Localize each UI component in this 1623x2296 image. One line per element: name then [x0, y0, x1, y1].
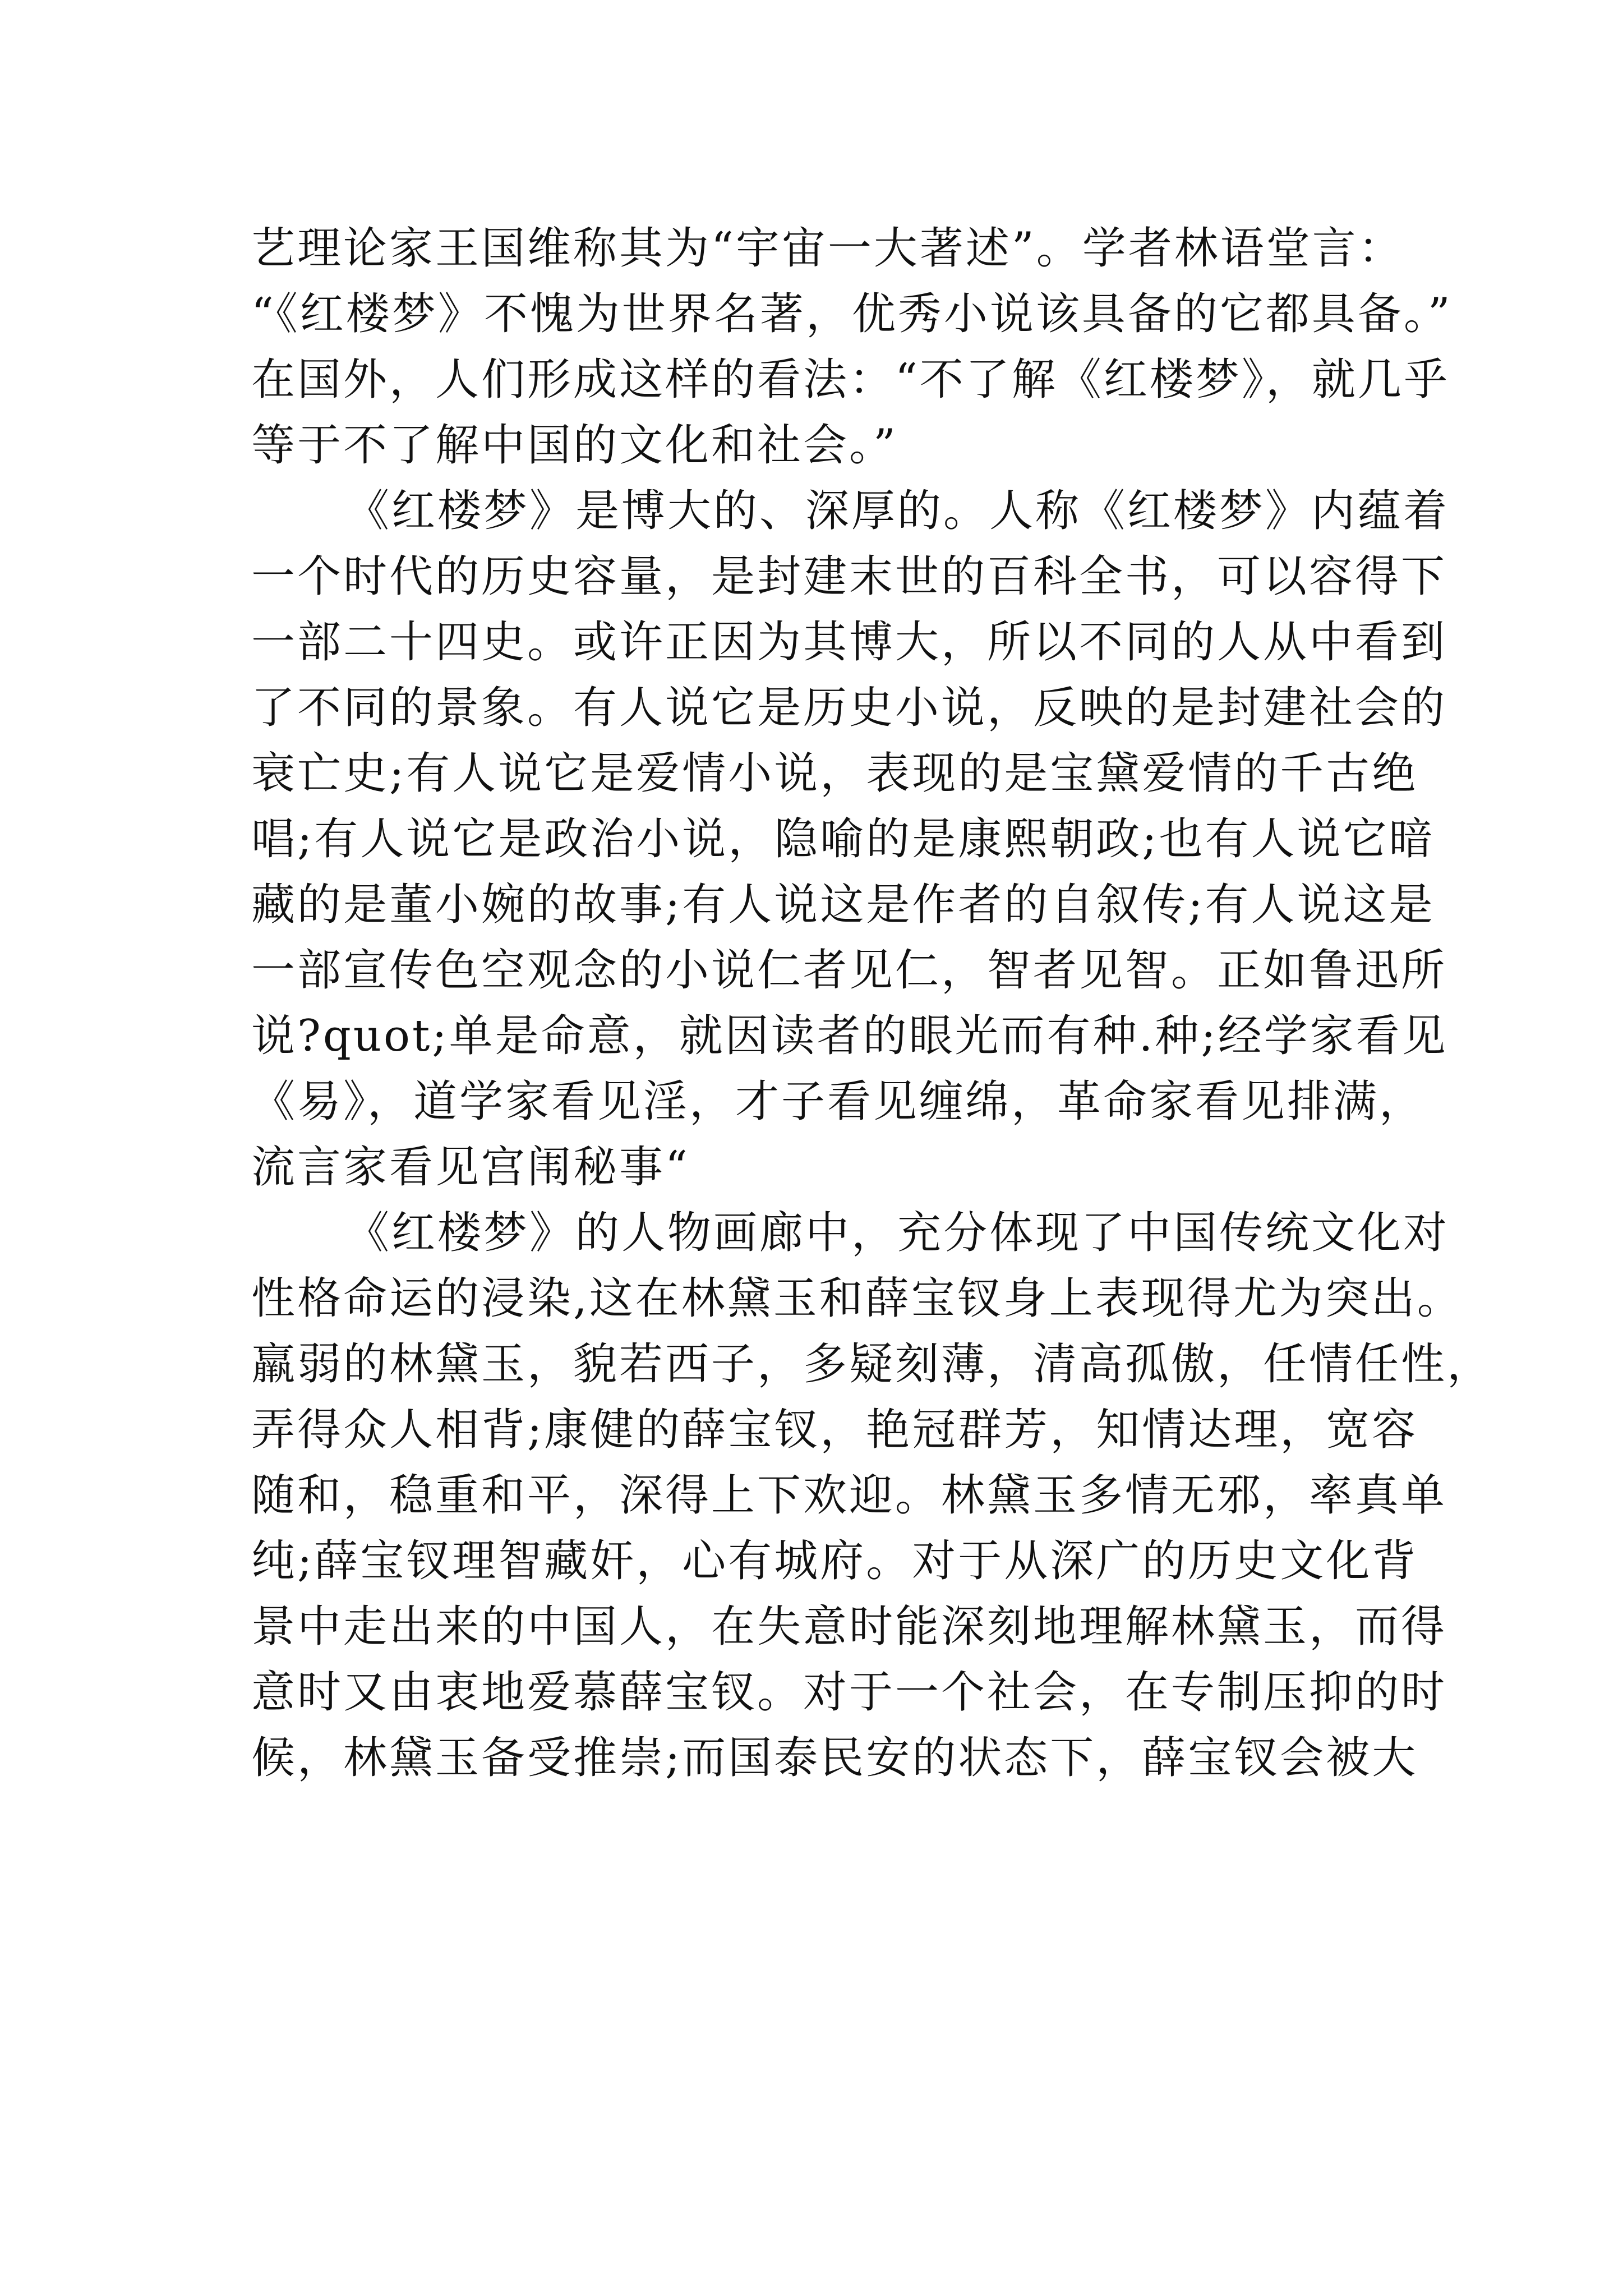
text-line: 说?quot;单是命意，就因读者的眼光而有种.种;经学家看见: [251, 1011, 1448, 1061]
text-line: 在国外，人们形成这样的看法：“不了解《红楼梦》，就几乎: [251, 355, 1450, 405]
text-line: 唱;有人说它是政治小说，隐喻的是康熙朝政;也有人说它暗: [251, 814, 1435, 864]
document-body: [251, 216, 1493, 1791]
paragraph-3: [251, 1200, 1493, 1791]
text-line: 一个时代的历史容量，是封建末世的百科全书，可以容得下: [251, 551, 1447, 602]
text-line: 一部宣传色空观念的小说仁者见仁，智者见智。正如鲁迅所: [251, 945, 1447, 996]
text-line: 纯;薛宝钗理智藏奸，心有城府。对于从深广的历史文化背: [251, 1536, 1418, 1586]
text-line: 候，林黛玉备受推崇;而国泰民安的状态下，薛宝钗会被大: [251, 1733, 1418, 1783]
text-line: 《红楼梦》的人物画廊中，充分体现了中国传统文化对: [345, 1208, 1450, 1258]
text-line: 流言家看见宫闱秘事“: [251, 1142, 690, 1193]
text-line: 《易》，道学家看见淫，才子看见缠绵，革命家看见排满，: [251, 1076, 1426, 1127]
text-line: 藏的是董小婉的故事;有人说这是作者的自叙传;有人说这是: [251, 880, 1435, 930]
text-line: 随和，稳重和平，深得上下欢迎。林黛玉多情无邪，率真单: [251, 1470, 1447, 1521]
text-line: 衰亡史;有人说它是爱情小说，表现的是宝黛爱情的千古绝: [251, 748, 1418, 799]
text-line: 等于不了解中国的文化和社会。”: [251, 420, 898, 471]
text-line: 了不同的景象。有人说它是历史小说，反映的是封建社会的: [251, 683, 1447, 733]
text-line: 弄得众人相背;康健的薛宝钗，艳冠群芳，知情达理，宽容: [251, 1405, 1418, 1455]
text-line: 性格命运的浸染,这在林黛玉和薛宝钗身上表现得尤为突出。: [251, 1273, 1463, 1324]
text-line: 景中走出来的中国人，在失意时能深刻地理解林黛玉，而得: [251, 1602, 1447, 1652]
text-line: 艺理论家王国维称其为“宇宙一大著述”。学者林语堂言：: [251, 223, 1404, 274]
paragraph-2: [251, 478, 1450, 1200]
text-line: 《红楼梦》是博大的、深厚的。人称《红楼梦》内蕴着: [345, 486, 1450, 536]
paragraph-1: [251, 216, 1453, 478]
text-line: “《红楼梦》不愧为世界名著，优秀小说该具备的它都具备。”: [251, 289, 1453, 339]
text-line: 意时又由衷地爱慕薛宝钗。对于一个社会，在专制压抑的时: [251, 1667, 1447, 1718]
text-line: 羸弱的林黛玉，貌若西子，多疑刻薄，清高孤傲，任情任性，: [251, 1339, 1493, 1389]
text-line: 一部二十四史。或许正因为其博大，所以不同的人从中看到: [251, 617, 1447, 668]
